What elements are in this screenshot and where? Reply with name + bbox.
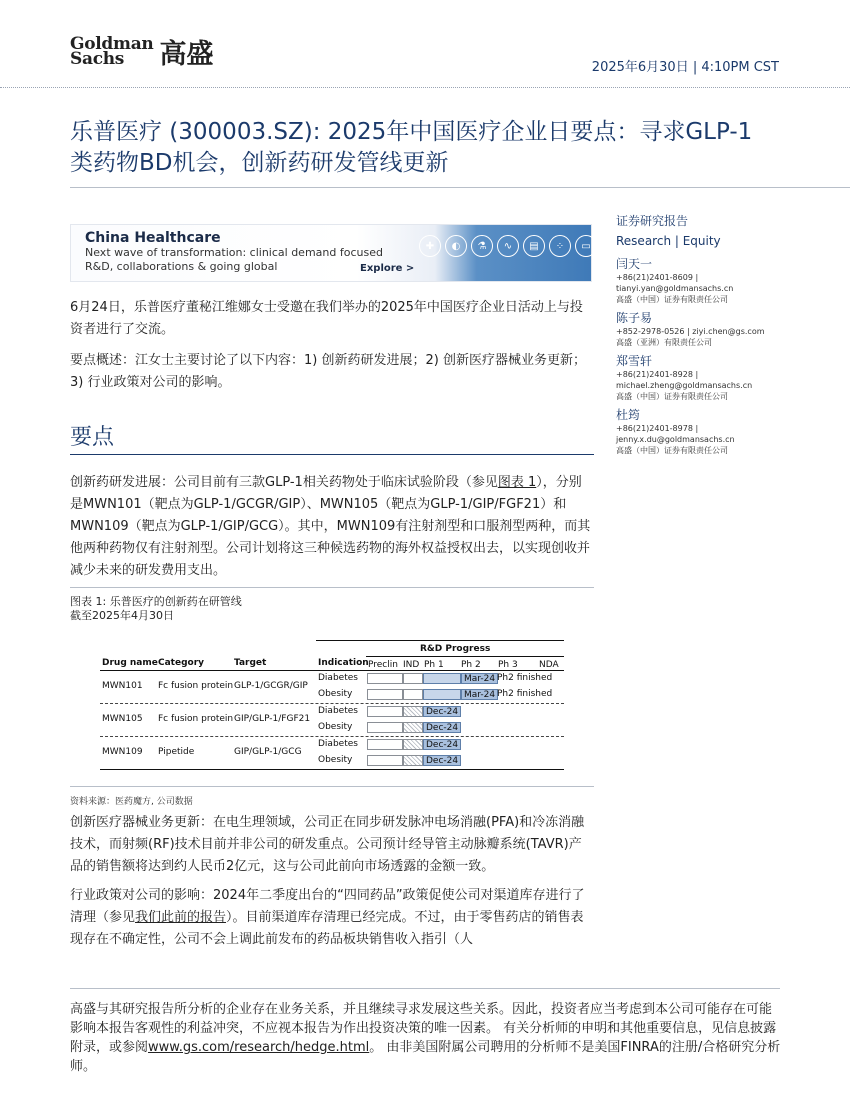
analyst-firm: 高盛（中国）证券有限责任公司 bbox=[616, 446, 728, 455]
footer-divider bbox=[70, 988, 780, 989]
rd-progress-rule bbox=[366, 656, 564, 657]
figure-title: 图表 1: 乐普医疗的创新药在研管线 bbox=[70, 595, 242, 608]
progress-bar bbox=[423, 673, 461, 684]
progress-bar bbox=[423, 689, 461, 700]
stage-cell bbox=[403, 673, 423, 684]
document-icon: ▤ bbox=[523, 235, 545, 257]
stage-ph1: Ph 1 bbox=[424, 660, 444, 670]
status-note: Ph2 finished bbox=[497, 673, 553, 683]
drug-target: GIP/GLP-1/FGF21 bbox=[234, 714, 311, 724]
drug-target: GLP-1/GCGR/GIP bbox=[234, 681, 308, 691]
stage-cell-hatched bbox=[403, 706, 423, 717]
stage-cell bbox=[367, 706, 403, 717]
banner-icon-row bbox=[419, 235, 623, 257]
analyst-name[interactable]: 闫天一 bbox=[616, 257, 653, 271]
analyst-firm: 高盛（亚洲）有限责任公司 bbox=[616, 338, 712, 347]
figure-top-divider bbox=[70, 587, 594, 588]
analyst-phone: +86(21)2401-8928 | bbox=[616, 370, 699, 379]
analyst-phone: +86(21)2401-8978 | bbox=[616, 424, 699, 433]
col-indication: Indication bbox=[318, 658, 369, 668]
analyst-name[interactable]: 陈子易 bbox=[616, 311, 653, 325]
analyst-phone: +86(21)2401-8609 | bbox=[616, 273, 699, 282]
analyst-phone-email[interactable]: +852-2978-0526 | ziyi.chen@gs.com bbox=[616, 327, 765, 336]
stage-cell bbox=[403, 689, 423, 700]
analyst-card bbox=[616, 407, 796, 456]
stage-cell bbox=[367, 689, 403, 700]
indication: Obesity bbox=[318, 689, 353, 699]
summary-paragraph: 要点概述：江女士主要讨论了以下内容：1) 创新药研发进展；2) 创新医疗器械业务更新；3) 行业政策对公司的影响。 bbox=[70, 353, 586, 390]
policy-impact-paragraph bbox=[70, 885, 594, 951]
drug-category: Fc fusion protein bbox=[158, 681, 234, 691]
indication: Diabetes bbox=[318, 739, 358, 749]
stage-ind: IND bbox=[403, 660, 420, 670]
rd-progress-header: R&D Progress bbox=[420, 644, 491, 654]
col-category: Category bbox=[158, 658, 205, 668]
analyst-card bbox=[616, 310, 796, 348]
exhibit-1-link[interactable]: 图表 1 bbox=[497, 475, 537, 490]
rd-pipeline-table bbox=[100, 638, 564, 770]
drug-name: MWN109 bbox=[102, 747, 143, 757]
indication: Obesity bbox=[318, 755, 353, 765]
figure-source: 资料来源：医药魔方, 公司数据 bbox=[70, 797, 193, 807]
stage-cell bbox=[367, 739, 403, 750]
banner-subtitle: Next wave of transformation: clinical demand focused R&D, collaborations & going global bbox=[85, 246, 383, 273]
analyst-card bbox=[616, 353, 796, 402]
bed-icon: ▭ bbox=[575, 235, 597, 257]
pipeline-header-rule bbox=[100, 670, 564, 671]
disclaimer-text: 高盛与其研究报告所分析的企业存在业务关系，并且继续寻求发展这些关系。因此，投资者应当考虑到本公司可能存在可能影响本报告客观性的利益冲突，不应视本报告为作出投资决策的唯一因素。 有关分析师的申明和其他重要信息，见信息披露附录，或参阅 bbox=[70, 1002, 777, 1055]
drug-name: MWN105 bbox=[102, 714, 143, 724]
analyst-card bbox=[616, 256, 796, 305]
title-divider bbox=[70, 187, 850, 188]
analyst-sidebar bbox=[616, 212, 796, 461]
pipeline-bottom-rule bbox=[100, 769, 564, 770]
disclosure-link[interactable]: www.gs.com/research/hedge.html bbox=[148, 1040, 370, 1055]
logo-line1: Goldman bbox=[70, 33, 154, 54]
pipeline-top-rule bbox=[316, 640, 564, 641]
logo-line2: Sachs bbox=[70, 48, 125, 69]
milestone-date: Dec-24 bbox=[423, 722, 461, 733]
drug-rd-paragraph bbox=[70, 472, 594, 582]
report-title: 乐普医疗 (300003.SZ): 2025年中国医疗企业日要点：寻求GLP-1类药物BD机会，创新药研发管线更新 bbox=[70, 119, 753, 176]
milestone-date: Mar-24 bbox=[461, 673, 498, 684]
header-divider bbox=[0, 87, 850, 88]
pulse-icon: ∿ bbox=[497, 235, 519, 257]
indication: Diabetes bbox=[318, 673, 358, 683]
figure-caption bbox=[70, 595, 242, 623]
flask-icon: ⚗ bbox=[471, 235, 493, 257]
analyst-firm: 高盛（中国）证券有限责任公司 bbox=[616, 295, 728, 304]
stage-cell bbox=[367, 673, 403, 684]
row-divider bbox=[100, 703, 564, 704]
logo-chinese-name: 高盛 bbox=[159, 39, 214, 70]
stage-cell-hatched bbox=[403, 722, 423, 733]
goldman-sachs-logo bbox=[70, 32, 213, 71]
report-datetime: 2025年6月30日 | 4:10PM CST bbox=[591, 60, 779, 75]
stage-nda: NDA bbox=[539, 660, 559, 670]
explore-link[interactable]: Explore > bbox=[360, 263, 415, 274]
policy-text: 行业政策对公司的影响：2024年二季度出台的“四同药品”政策促使公司对渠道库存进行了清理（参见 bbox=[70, 888, 585, 925]
figure-bottom-divider bbox=[70, 786, 594, 787]
figure-date: 截至2025年4月30日 bbox=[70, 609, 174, 622]
analyst-email[interactable]: jenny.x.du@goldmansachs.cn bbox=[616, 435, 735, 444]
analyst-email[interactable]: michael.zheng@goldmansachs.cn bbox=[616, 381, 753, 390]
row-divider bbox=[100, 736, 564, 737]
drug-rd-text-cont: ），分别是MWN101（靶点为GLP-1/GCGR/GIP）、MWN105（靶点为GLP-1/GIP/FGF21）和MWN109（靶点为GLP-1/GIP/GCG）。其中，MWN109有注射剂型和口服剂型两种，而其他两种药物仅有注射剂型。公司计划将这三种候选药物的海外权益授权出去，以实现创收并减少未来的研发费用支出。 bbox=[70, 475, 591, 578]
drug-category: Fc fusion protein bbox=[158, 714, 234, 724]
indication: Obesity bbox=[318, 722, 353, 732]
intro-paragraph: 6月24日，乐普医疗董秘江维娜女士受邀在我们举办的2025年中国医疗企业日活动上与投资者进行了交流。 bbox=[70, 300, 583, 337]
analyst-email[interactable]: tianyi.yan@goldmansachs.cn bbox=[616, 284, 734, 293]
analyst-name[interactable]: 郑雪轩 bbox=[616, 354, 653, 368]
col-target: Target bbox=[234, 658, 267, 668]
report-category: 证券研究报告 bbox=[616, 214, 689, 228]
status-note: Ph2 finished bbox=[497, 689, 553, 699]
indication: Diabetes bbox=[318, 706, 358, 716]
drug-name: MWN101 bbox=[102, 681, 143, 691]
pill-icon: ◐ bbox=[445, 235, 467, 257]
analyst-name[interactable]: 杜筠 bbox=[616, 408, 641, 422]
stage-preclin: Preclin bbox=[368, 660, 398, 670]
banner-title: China Healthcare bbox=[85, 230, 221, 246]
previous-report-link[interactable]: 我们此前的报告 bbox=[135, 910, 227, 925]
report-type: Research | Equity bbox=[616, 234, 721, 248]
disclaimer-text-cont: 。 由非美国附属公司聘用的分析师不是美国FINRA的注册/合格研究分析师。 bbox=[70, 1040, 781, 1074]
drug-category: Pipetide bbox=[158, 747, 195, 757]
logo-wordmark bbox=[70, 33, 154, 69]
milestone-date: Dec-24 bbox=[423, 739, 461, 750]
milestone-date: Dec-24 bbox=[423, 706, 461, 717]
stage-ph2: Ph 2 bbox=[461, 660, 481, 670]
stage-ph3: Ph 3 bbox=[498, 660, 518, 670]
stage-cell-hatched bbox=[403, 755, 423, 766]
section-divider bbox=[70, 454, 594, 455]
chart-icon: ▦ bbox=[601, 235, 623, 257]
stage-cell-hatched bbox=[403, 739, 423, 750]
stage-cell bbox=[367, 722, 403, 733]
molecule-icon: ⁘ bbox=[549, 235, 571, 257]
drug-rd-text: 创新药研发进展：公司目前有三款GLP-1相关药物处于临床试验阶段（参见 bbox=[70, 475, 498, 490]
section-heading: 要点 bbox=[70, 425, 115, 450]
policy-text-cont: ）。目前渠道库存清理已经完成。不过，由于零售药店的销售表现存在不确定性，公司不会上调此前发布的药品板块销售收入指引（人 bbox=[70, 910, 584, 947]
medical-icon: ✚ bbox=[419, 235, 441, 257]
drug-target: GIP/GLP-1/GCG bbox=[234, 747, 302, 757]
disclaimer bbox=[70, 1000, 782, 1076]
device-update-paragraph: 创新医疗器械业务更新：在电生理领域，公司正在同步研发脉冲电场消融(PFA)和冷冻消融技术，而射频(RF)技术目前并非公司的研发重点。公司预计经导管主动脉瓣系统(TAVR)产品的销售额将达到约人民币2亿元，这与公司此前向市场透露的金额一致。 bbox=[70, 815, 585, 874]
analyst-firm: 高盛（中国）证券有限责任公司 bbox=[616, 392, 728, 401]
milestone-date: Dec-24 bbox=[423, 755, 461, 766]
stage-cell bbox=[367, 755, 403, 766]
milestone-date: Mar-24 bbox=[461, 689, 498, 700]
china-healthcare-banner[interactable] bbox=[70, 224, 617, 282]
col-drug-name: Drug name bbox=[102, 658, 158, 668]
